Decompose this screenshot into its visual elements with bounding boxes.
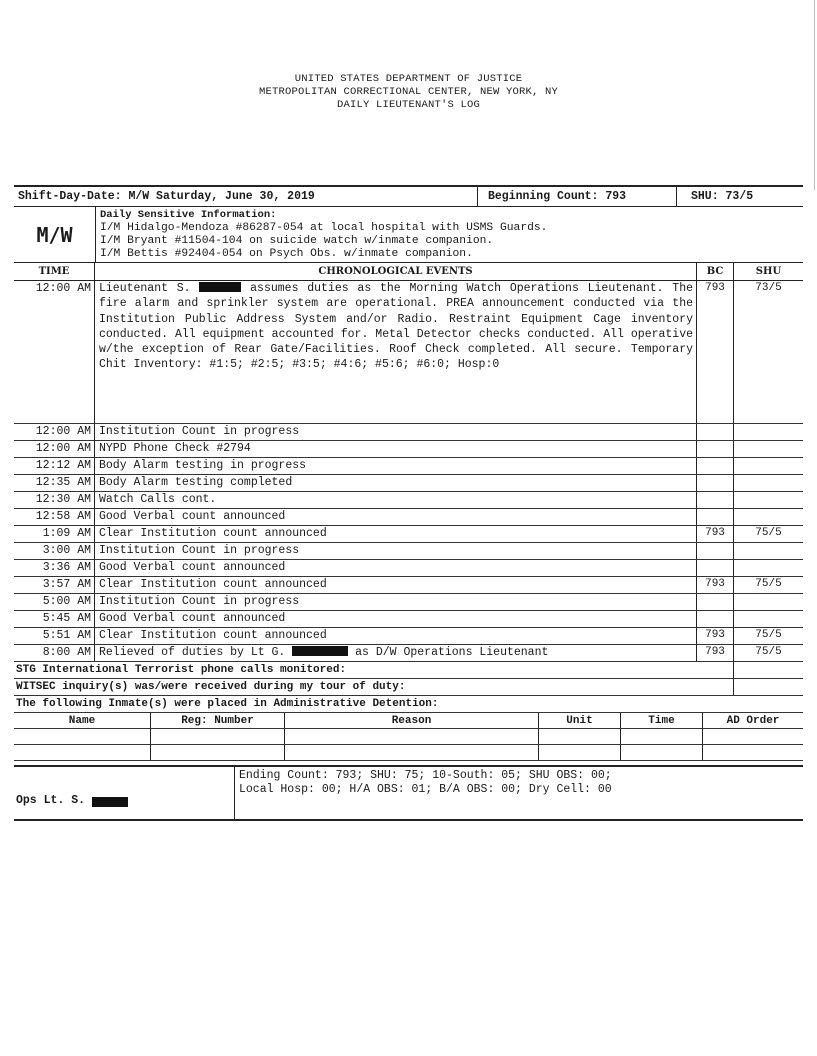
ad-cell <box>703 729 803 744</box>
table-row <box>14 424 803 441</box>
shu-count-label: SHU: <box>691 190 719 203</box>
event-bc <box>697 611 734 627</box>
event-text: Institution Count in progress <box>95 424 697 440</box>
table-row <box>14 543 803 560</box>
sensitive-info-title: Daily Sensitive Information: <box>100 209 277 221</box>
event-text: Clear Institution count announced <box>95 526 697 542</box>
ad-cell <box>14 729 151 744</box>
event-time: 12:58 AM <box>14 509 95 525</box>
ad-cell <box>285 745 539 760</box>
event-bc <box>697 458 734 474</box>
table-row <box>14 509 803 526</box>
ad-cell <box>703 745 803 760</box>
event-text: Body Alarm testing in progress <box>95 458 697 474</box>
ending-counts-line: Ending Count: 793; SHU: 75; 10-South: 05; SHU OBS: 00; <box>239 769 612 782</box>
event-time: 1:09 AM <box>14 526 95 542</box>
redaction-block <box>292 646 348 656</box>
document-header <box>0 73 817 112</box>
table-row <box>14 628 803 645</box>
event-time: 12:00 AM <box>14 441 95 457</box>
event-time: 12:12 AM <box>14 458 95 474</box>
ending-counts <box>235 767 803 819</box>
event-bc: 793 <box>697 628 734 644</box>
event-text: Clear Institution count announced <box>95 577 697 593</box>
stg-value-cell <box>734 662 803 678</box>
footer-block <box>14 765 803 821</box>
header-time: TIME <box>14 263 95 280</box>
event-text: Good Verbal count announced <box>95 509 697 525</box>
event-text <box>95 645 697 661</box>
event-time: 12:30 AM <box>14 492 95 508</box>
event-time: 3:00 AM <box>14 543 95 559</box>
table-row <box>14 281 803 424</box>
event-text-start: Lieutenant S. <box>99 282 191 295</box>
event-text: Clear Institution count announced <box>95 628 697 644</box>
event-text: Body Alarm testing completed <box>95 475 697 491</box>
ad-header-unit: Unit <box>539 713 621 728</box>
event-time: 5:51 AM <box>14 628 95 644</box>
shu-count-value: 73/5 <box>725 190 754 203</box>
beginning-count <box>478 187 677 206</box>
ad-header-reg: Reg: Number <box>151 713 285 728</box>
event-text-rest: assumes duties as the Morning Watch Operations Lieutenant. The fire alarm and sprinkler system are operational. PREA announcement conducted via the Institution Public Address System and/or Radio. Restraint Equipment Cage inventory conducted. All equipment accounted for. Metal Detector checks conducted. All operative w/the exception of Rear Gate/Facilities. Roof Check completed. All secure. Temporary Chit Inventory: #1:5; #2:5; #3:5; #4:6; #5:6; #6:0; Hosp:0 <box>99 282 694 372</box>
event-shu <box>734 458 803 474</box>
event-time: 12:00 AM <box>14 281 95 423</box>
witsec-row <box>14 679 803 696</box>
event-text: Institution Count in progress <box>95 594 697 610</box>
event-bc <box>697 424 734 440</box>
event-time: 12:35 AM <box>14 475 95 491</box>
event-text-start: Relieved of duties by Lt G. <box>99 646 286 659</box>
shift-day-date-value: M/W Saturday, June 30, 2019 <box>128 190 315 203</box>
ad-table-row <box>14 745 803 761</box>
shift-day-date-label: Shift-Day-Date: <box>18 190 122 203</box>
ad-cell <box>539 729 621 744</box>
event-shu <box>734 475 803 491</box>
event-text: Watch Calls cont. <box>95 492 697 508</box>
table-row <box>14 492 803 509</box>
header-events: CHRONOLOGICAL EVENTS <box>95 263 697 280</box>
ops-lieutenant <box>14 767 235 819</box>
event-time: 3:36 AM <box>14 560 95 576</box>
event-bc <box>697 594 734 610</box>
beginning-count-value: 793 <box>605 190 627 203</box>
witsec-value-cell <box>734 679 803 695</box>
shift-day-date <box>14 187 478 206</box>
event-shu <box>734 424 803 440</box>
ad-header-time: Time <box>621 713 703 728</box>
table-row <box>14 611 803 628</box>
event-bc <box>697 475 734 491</box>
header-agency: UNITED STATES DEPARTMENT OF JUSTICE <box>294 73 523 85</box>
shift-code: M/W <box>14 207 96 262</box>
event-bc: 793 <box>697 281 734 423</box>
ad-header-name: Name <box>14 713 151 728</box>
event-shu <box>734 560 803 576</box>
ops-lieutenant-label: Ops Lt. S. <box>16 794 86 807</box>
table-row <box>14 441 803 458</box>
event-text: Institution Count in progress <box>95 543 697 559</box>
table-row <box>14 645 803 662</box>
sensitive-info-line: I/M Bettis #92404-054 on Psych Obs. w/inmate companion. <box>100 248 473 260</box>
event-text-rest: as D/W Operations Lieutenant <box>355 646 549 659</box>
table-row <box>14 560 803 577</box>
event-bc <box>697 543 734 559</box>
sensitive-info-block <box>14 207 803 263</box>
event-shu <box>734 594 803 610</box>
ad-cell <box>621 729 703 744</box>
event-shu: 75/5 <box>755 629 782 641</box>
event-bc <box>697 560 734 576</box>
event-text: NYPD Phone Check #2794 <box>95 441 697 457</box>
event-shu <box>734 441 803 457</box>
table-row <box>14 526 803 543</box>
sensitive-info-line: I/M Hidalgo-Mendoza #86287-054 at local hospital with USMS Guards. <box>100 222 548 234</box>
event-time: 5:45 AM <box>14 611 95 627</box>
beginning-count-label: Beginning Count: <box>488 190 599 203</box>
event-text: Good Verbal count announced <box>95 560 697 576</box>
event-shu: 73/5 <box>755 282 782 294</box>
events-table-header <box>14 263 803 281</box>
sensitive-info-line: I/M Bryant #11504-104 on suicide watch w/inmate companion. <box>100 235 494 247</box>
table-row <box>14 475 803 492</box>
event-shu: 75/5 <box>755 578 782 590</box>
event-bc: 793 <box>697 645 734 661</box>
event-text <box>95 281 697 423</box>
event-time: 3:57 AM <box>14 577 95 593</box>
header-bc: BC <box>697 263 734 280</box>
event-bc <box>697 441 734 457</box>
witsec-label: WITSEC inquiry(s) was/were received during my tour of duty: <box>14 679 734 695</box>
sensitive-info-body <box>96 207 803 262</box>
ad-table-row <box>14 729 803 745</box>
event-time: 12:00 AM <box>14 424 95 440</box>
event-time: 5:00 AM <box>14 594 95 610</box>
header-shu: SHU <box>755 266 782 277</box>
event-bc: 793 <box>697 577 734 593</box>
redaction-block <box>92 797 128 807</box>
ad-cell <box>151 745 285 760</box>
ad-cell <box>151 729 285 744</box>
ad-header-order: AD Order <box>726 714 780 727</box>
event-bc <box>697 492 734 508</box>
ad-cell <box>621 745 703 760</box>
ad-cell <box>285 729 539 744</box>
event-time: 8:00 AM <box>14 645 95 661</box>
event-shu: 75/5 <box>755 646 782 658</box>
event-shu <box>734 543 803 559</box>
table-row <box>14 577 803 594</box>
event-bc: 793 <box>697 526 734 542</box>
ad-cell <box>539 745 621 760</box>
header-log-title: DAILY LIEUTENANT'S LOG <box>336 99 481 111</box>
summary-row <box>14 187 803 207</box>
ad-header-reason: Reason <box>285 713 539 728</box>
ad-table-header <box>14 713 803 729</box>
event-shu: 75/5 <box>755 527 782 539</box>
shu-count <box>677 187 803 206</box>
ending-counts-line: Local Hosp: 00; H/A OBS: 01; B/A OBS: 00; Dry Cell: 00 <box>239 783 612 796</box>
ad-section-title: The following Inmate(s) were placed in Administrative Detention: <box>14 696 803 713</box>
table-row <box>14 458 803 475</box>
event-shu <box>734 492 803 508</box>
event-shu <box>734 509 803 525</box>
stg-label: STG International Terrorist phone calls monitored: <box>14 662 734 678</box>
log-form <box>14 185 803 821</box>
event-bc <box>697 509 734 525</box>
ad-cell <box>14 745 151 760</box>
redaction-block <box>199 282 241 292</box>
event-shu <box>734 611 803 627</box>
header-facility: METROPOLITAN CORRECTIONAL CENTER, NEW YORK, NY <box>258 86 559 98</box>
table-row <box>14 594 803 611</box>
event-text: Good Verbal count announced <box>95 611 697 627</box>
events-list <box>14 424 803 645</box>
stg-row <box>14 662 803 679</box>
